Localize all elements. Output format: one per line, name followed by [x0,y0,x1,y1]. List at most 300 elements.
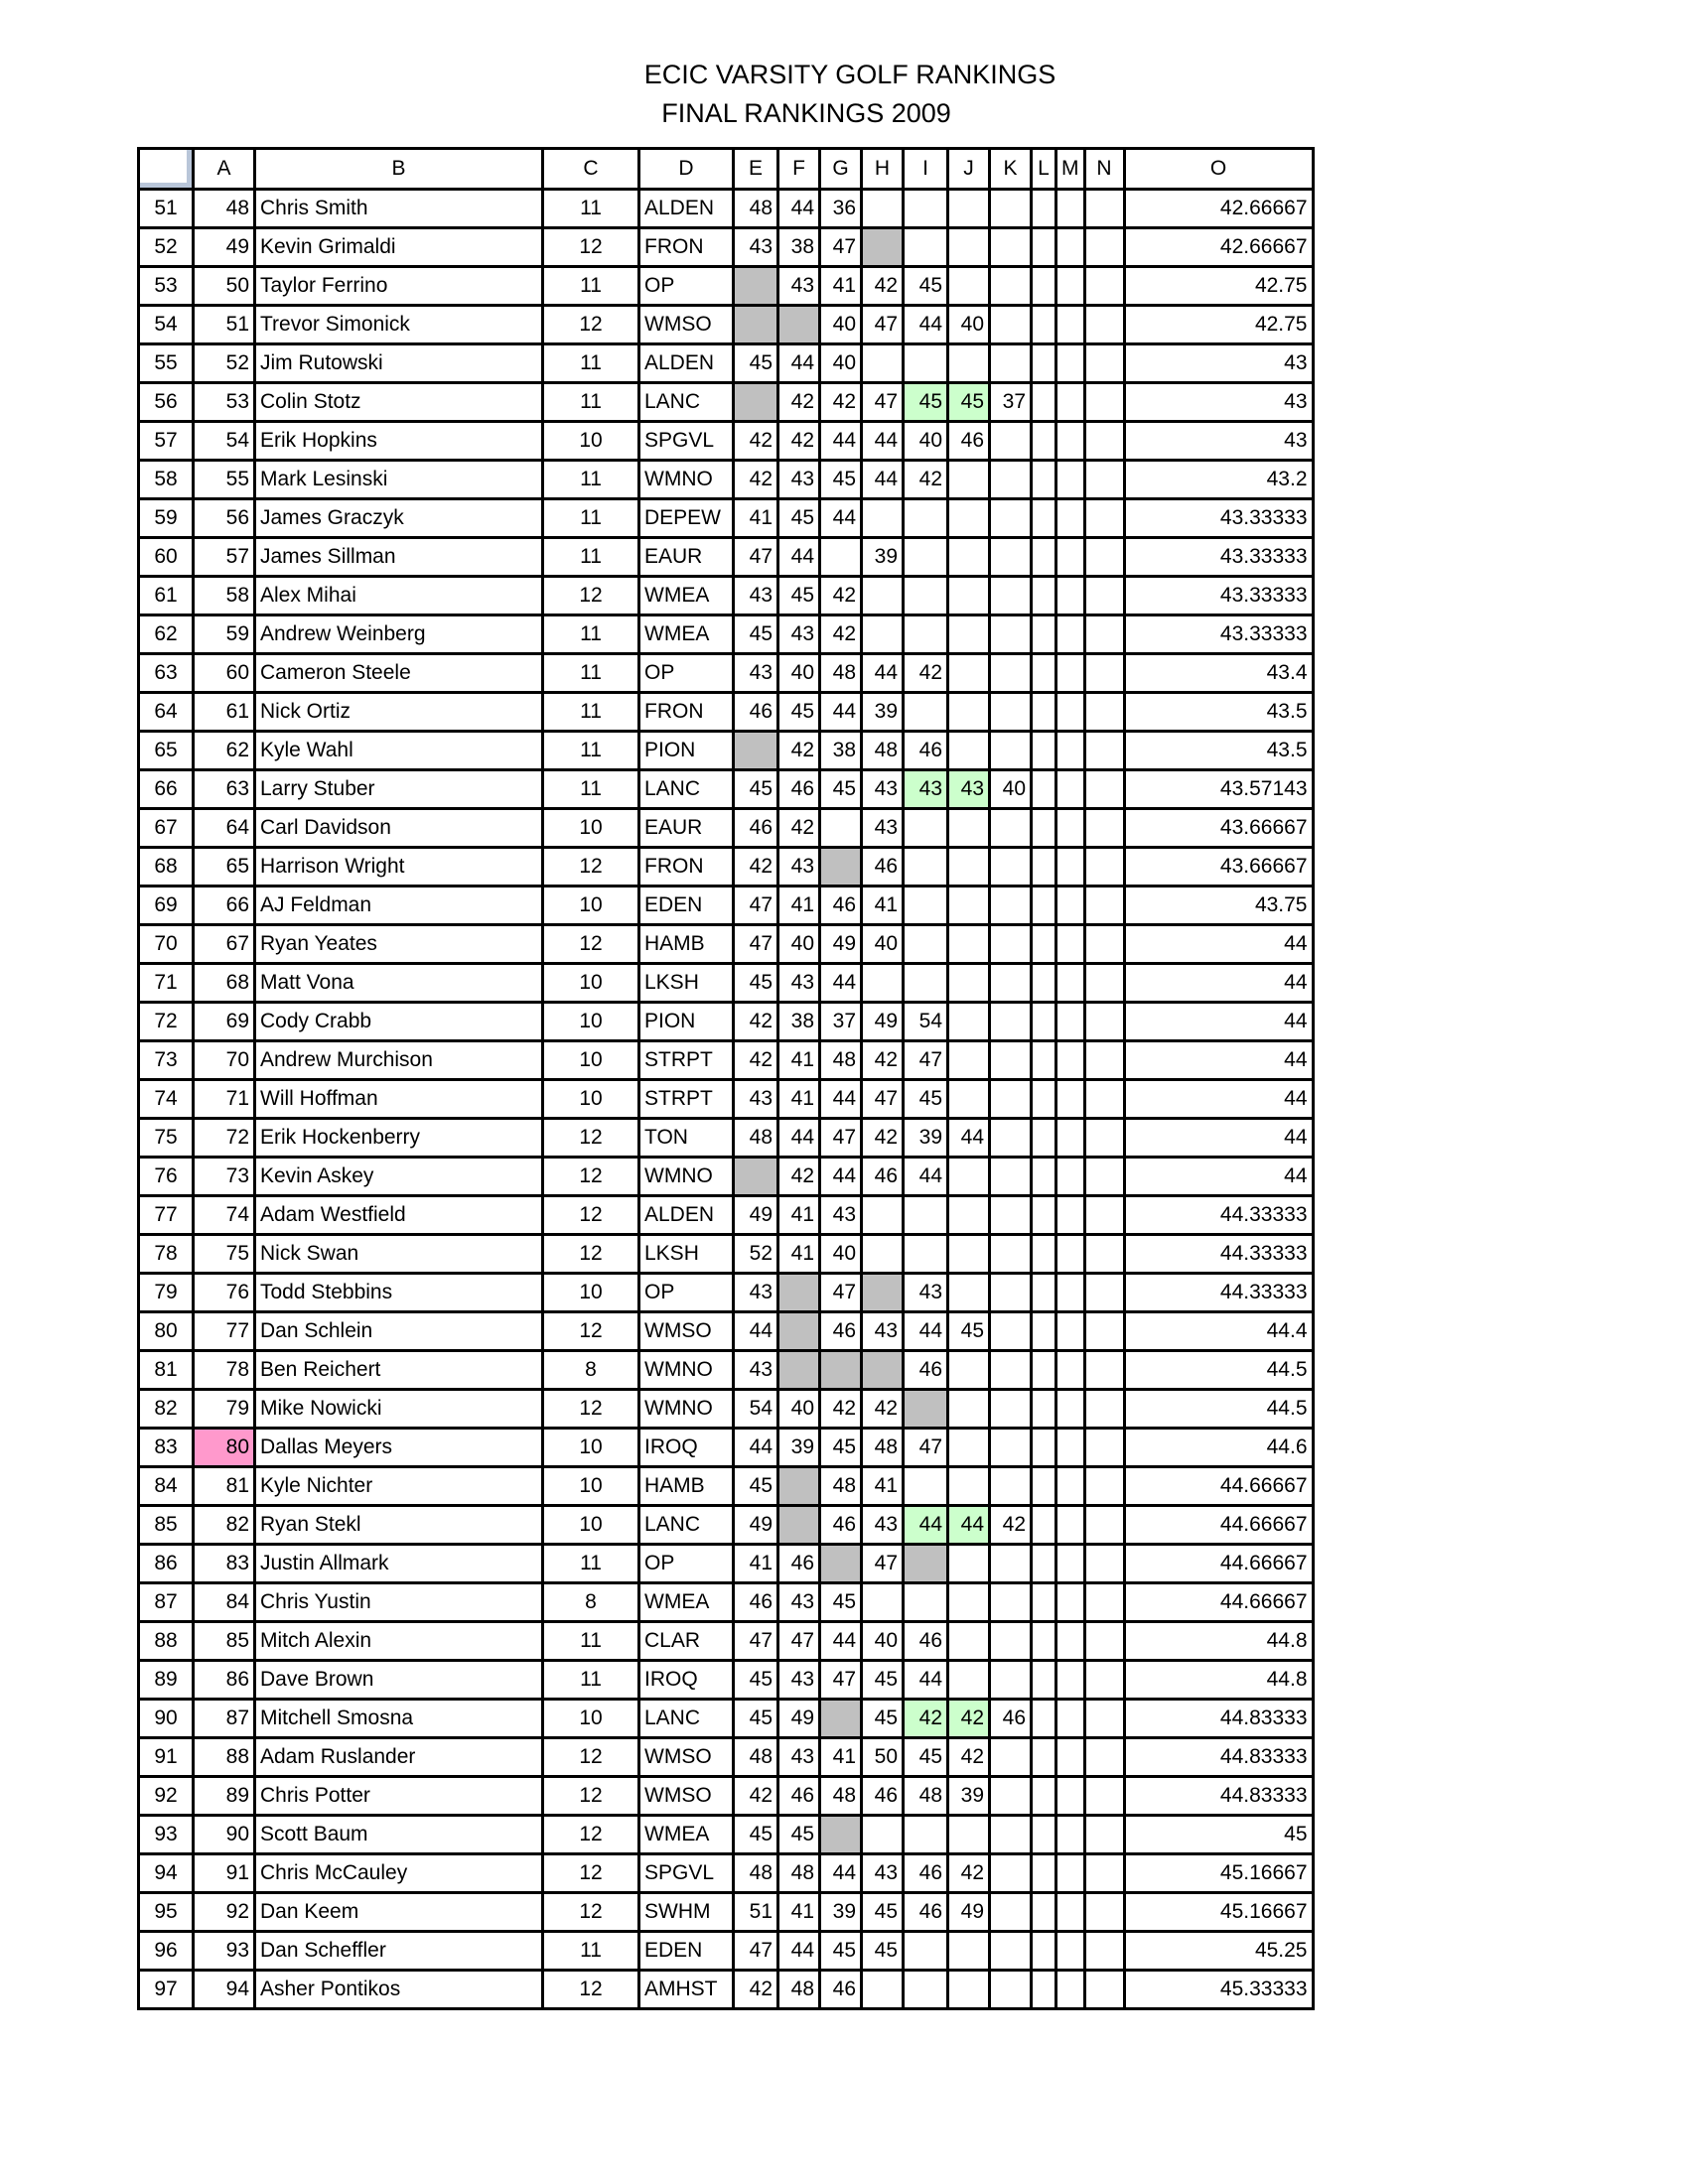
cell-A81[interactable]: 78 [194,1351,255,1390]
cell-G93[interactable] [820,1816,862,1854]
row-header-55[interactable]: 55 [139,344,194,383]
cell-A76[interactable]: 73 [194,1158,255,1196]
cell-H82[interactable]: 42 [862,1390,904,1429]
cell-C85[interactable]: 10 [543,1506,639,1545]
cell-K75[interactable] [990,1119,1032,1158]
cell-M58[interactable] [1056,461,1085,499]
cell-N93[interactable] [1084,1816,1124,1854]
cell-E81[interactable]: 43 [734,1351,778,1390]
cell-K72[interactable] [990,1003,1032,1041]
row-header-67[interactable]: 67 [139,809,194,848]
cell-L54[interactable] [1032,306,1056,344]
cell-A80[interactable]: 77 [194,1312,255,1351]
cell-L75[interactable] [1032,1119,1056,1158]
cell-B96[interactable]: Dan Scheffler [255,1932,543,1971]
cell-O73[interactable]: 44 [1124,1041,1313,1080]
cell-F74[interactable]: 41 [778,1080,820,1119]
cell-O51[interactable]: 42.66667 [1124,190,1313,228]
cell-I91[interactable]: 45 [904,1738,948,1777]
row-header-85[interactable]: 85 [139,1506,194,1545]
cell-B90[interactable]: Mitchell Smosna [255,1700,543,1738]
cell-B74[interactable]: Will Hoffman [255,1080,543,1119]
cell-I77[interactable] [904,1196,948,1235]
cell-M76[interactable] [1056,1158,1085,1196]
cell-L53[interactable] [1032,267,1056,306]
cell-B92[interactable]: Chris Potter [255,1777,543,1816]
cell-G84[interactable]: 48 [820,1467,862,1506]
cell-N54[interactable] [1084,306,1124,344]
cell-A66[interactable]: 63 [194,770,255,809]
cell-E67[interactable]: 46 [734,809,778,848]
row-header-53[interactable]: 53 [139,267,194,306]
cell-F51[interactable]: 44 [778,190,820,228]
cell-B86[interactable]: Justin Allmark [255,1545,543,1583]
cell-L85[interactable] [1032,1506,1056,1545]
cell-D92[interactable]: WMSO [639,1777,734,1816]
cell-E87[interactable]: 46 [734,1583,778,1622]
cell-G67[interactable] [820,809,862,848]
cell-O57[interactable]: 43 [1124,422,1313,461]
cell-E53[interactable] [734,267,778,306]
cell-H84[interactable]: 41 [862,1467,904,1506]
cell-O72[interactable]: 44 [1124,1003,1313,1041]
cell-H73[interactable]: 42 [862,1041,904,1080]
cell-I93[interactable] [904,1816,948,1854]
cell-C60[interactable]: 11 [543,538,639,577]
cell-K92[interactable] [990,1777,1032,1816]
cell-I89[interactable]: 44 [904,1661,948,1700]
cell-L80[interactable] [1032,1312,1056,1351]
cell-E92[interactable]: 42 [734,1777,778,1816]
cell-A78[interactable]: 75 [194,1235,255,1274]
cell-O97[interactable]: 45.33333 [1124,1971,1313,2009]
cell-I63[interactable]: 42 [904,654,948,693]
cell-L55[interactable] [1032,344,1056,383]
cell-C65[interactable]: 11 [543,732,639,770]
cell-F84[interactable] [778,1467,820,1506]
cell-M73[interactable] [1056,1041,1085,1080]
cell-K58[interactable] [990,461,1032,499]
col-header-O[interactable]: O [1124,149,1313,190]
cell-K70[interactable] [990,925,1032,964]
cell-N79[interactable] [1084,1274,1124,1312]
cell-B60[interactable]: James Sillman [255,538,543,577]
cell-N86[interactable] [1084,1545,1124,1583]
cell-O68[interactable]: 43.66667 [1124,848,1313,887]
row-header-78[interactable]: 78 [139,1235,194,1274]
row-header-61[interactable]: 61 [139,577,194,615]
cell-N85[interactable] [1084,1506,1124,1545]
col-header-G[interactable]: G [820,149,862,190]
cell-E96[interactable]: 47 [734,1932,778,1971]
cell-D86[interactable]: OP [639,1545,734,1583]
cell-A85[interactable]: 82 [194,1506,255,1545]
cell-B94[interactable]: Chris McCauley [255,1854,543,1893]
cell-M52[interactable] [1056,228,1085,267]
cell-L94[interactable] [1032,1854,1056,1893]
cell-J83[interactable] [948,1429,990,1467]
cell-I90[interactable]: 42 [904,1700,948,1738]
cell-D57[interactable]: SPGVL [639,422,734,461]
cell-G85[interactable]: 46 [820,1506,862,1545]
cell-A93[interactable]: 90 [194,1816,255,1854]
cell-B89[interactable]: Dave Brown [255,1661,543,1700]
cell-N83[interactable] [1084,1429,1124,1467]
cell-A68[interactable]: 65 [194,848,255,887]
cell-M81[interactable] [1056,1351,1085,1390]
cell-J97[interactable] [948,1971,990,2009]
cell-E54[interactable] [734,306,778,344]
cell-K87[interactable] [990,1583,1032,1622]
cell-E83[interactable]: 44 [734,1429,778,1467]
col-header-C[interactable]: C [543,149,639,190]
cell-I94[interactable]: 46 [904,1854,948,1893]
cell-J55[interactable] [948,344,990,383]
cell-I59[interactable] [904,499,948,538]
row-header-95[interactable]: 95 [139,1893,194,1932]
col-header-E[interactable]: E [734,149,778,190]
cell-K71[interactable] [990,964,1032,1003]
cell-O95[interactable]: 45.16667 [1124,1893,1313,1932]
cell-I61[interactable] [904,577,948,615]
cell-I81[interactable]: 46 [904,1351,948,1390]
row-header-74[interactable]: 74 [139,1080,194,1119]
cell-I55[interactable] [904,344,948,383]
cell-D53[interactable]: OP [639,267,734,306]
cell-E72[interactable]: 42 [734,1003,778,1041]
cell-B73[interactable]: Andrew Murchison [255,1041,543,1080]
cell-K64[interactable] [990,693,1032,732]
cell-A51[interactable]: 48 [194,190,255,228]
row-header-65[interactable]: 65 [139,732,194,770]
cell-F88[interactable]: 47 [778,1622,820,1661]
cell-J92[interactable]: 39 [948,1777,990,1816]
cell-D85[interactable]: LANC [639,1506,734,1545]
cell-D56[interactable]: LANC [639,383,734,422]
cell-J81[interactable] [948,1351,990,1390]
cell-D67[interactable]: EAUR [639,809,734,848]
cell-C91[interactable]: 12 [543,1738,639,1777]
cell-E97[interactable]: 42 [734,1971,778,2009]
cell-J61[interactable] [948,577,990,615]
row-header-90[interactable]: 90 [139,1700,194,1738]
cell-H85[interactable]: 43 [862,1506,904,1545]
row-header-70[interactable]: 70 [139,925,194,964]
cell-F81[interactable] [778,1351,820,1390]
cell-B97[interactable]: Asher Pontikos [255,1971,543,2009]
cell-K51[interactable] [990,190,1032,228]
cell-K55[interactable] [990,344,1032,383]
cell-C86[interactable]: 11 [543,1545,639,1583]
cell-A54[interactable]: 51 [194,306,255,344]
cell-J53[interactable] [948,267,990,306]
row-header-79[interactable]: 79 [139,1274,194,1312]
cell-A63[interactable]: 60 [194,654,255,693]
cell-N61[interactable] [1084,577,1124,615]
cell-F89[interactable]: 43 [778,1661,820,1700]
cell-I60[interactable] [904,538,948,577]
cell-I82[interactable] [904,1390,948,1429]
cell-E57[interactable]: 42 [734,422,778,461]
cell-J74[interactable] [948,1080,990,1119]
cell-O70[interactable]: 44 [1124,925,1313,964]
cell-J96[interactable] [948,1932,990,1971]
cell-N88[interactable] [1084,1622,1124,1661]
row-header-51[interactable]: 51 [139,190,194,228]
cell-G83[interactable]: 45 [820,1429,862,1467]
cell-N92[interactable] [1084,1777,1124,1816]
row-header-88[interactable]: 88 [139,1622,194,1661]
col-header-H[interactable]: H [862,149,904,190]
cell-G87[interactable]: 45 [820,1583,862,1622]
cell-C84[interactable]: 10 [543,1467,639,1506]
row-header-75[interactable]: 75 [139,1119,194,1158]
cell-L89[interactable] [1032,1661,1056,1700]
cell-C93[interactable]: 12 [543,1816,639,1854]
cell-A57[interactable]: 54 [194,422,255,461]
cell-C69[interactable]: 10 [543,887,639,925]
cell-L91[interactable] [1032,1738,1056,1777]
cell-I67[interactable] [904,809,948,848]
cell-J66[interactable]: 43 [948,770,990,809]
cell-O58[interactable]: 43.2 [1124,461,1313,499]
cell-J95[interactable]: 49 [948,1893,990,1932]
cell-A79[interactable]: 76 [194,1274,255,1312]
cell-H81[interactable] [862,1351,904,1390]
cell-E80[interactable]: 44 [734,1312,778,1351]
cell-I85[interactable]: 44 [904,1506,948,1545]
cell-O94[interactable]: 45.16667 [1124,1854,1313,1893]
cell-A53[interactable]: 50 [194,267,255,306]
cell-C73[interactable]: 10 [543,1041,639,1080]
cell-M97[interactable] [1056,1971,1085,2009]
row-header-93[interactable]: 93 [139,1816,194,1854]
cell-M95[interactable] [1056,1893,1085,1932]
cell-B93[interactable]: Scott Baum [255,1816,543,1854]
cell-D59[interactable]: DEPEW [639,499,734,538]
cell-H70[interactable]: 40 [862,925,904,964]
cell-O76[interactable]: 44 [1124,1158,1313,1196]
cell-C53[interactable]: 11 [543,267,639,306]
cell-H93[interactable] [862,1816,904,1854]
cell-C89[interactable]: 11 [543,1661,639,1700]
cell-C74[interactable]: 10 [543,1080,639,1119]
cell-O62[interactable]: 43.33333 [1124,615,1313,654]
cell-N80[interactable] [1084,1312,1124,1351]
cell-L51[interactable] [1032,190,1056,228]
cell-F76[interactable]: 42 [778,1158,820,1196]
cell-H64[interactable]: 39 [862,693,904,732]
cell-A82[interactable]: 79 [194,1390,255,1429]
cell-F93[interactable]: 45 [778,1816,820,1854]
cell-H67[interactable]: 43 [862,809,904,848]
cell-J94[interactable]: 42 [948,1854,990,1893]
cell-C81[interactable]: 8 [543,1351,639,1390]
cell-M64[interactable] [1056,693,1085,732]
cell-N55[interactable] [1084,344,1124,383]
cell-L87[interactable] [1032,1583,1056,1622]
cell-C56[interactable]: 11 [543,383,639,422]
cell-H83[interactable]: 48 [862,1429,904,1467]
cell-D70[interactable]: HAMB [639,925,734,964]
cell-O64[interactable]: 43.5 [1124,693,1313,732]
cell-H69[interactable]: 41 [862,887,904,925]
cell-L66[interactable] [1032,770,1056,809]
cell-B67[interactable]: Carl Davidson [255,809,543,848]
cell-L65[interactable] [1032,732,1056,770]
cell-G56[interactable]: 42 [820,383,862,422]
cell-C90[interactable]: 10 [543,1700,639,1738]
cell-M83[interactable] [1056,1429,1085,1467]
cell-K93[interactable] [990,1816,1032,1854]
cell-I76[interactable]: 44 [904,1158,948,1196]
cell-H65[interactable]: 48 [862,732,904,770]
cell-K77[interactable] [990,1196,1032,1235]
cell-E68[interactable]: 42 [734,848,778,887]
cell-I79[interactable]: 43 [904,1274,948,1312]
cell-L84[interactable] [1032,1467,1056,1506]
cell-G61[interactable]: 42 [820,577,862,615]
cell-N59[interactable] [1084,499,1124,538]
cell-D97[interactable]: AMHST [639,1971,734,2009]
cell-L81[interactable] [1032,1351,1056,1390]
cell-K89[interactable] [990,1661,1032,1700]
cell-D88[interactable]: CLAR [639,1622,734,1661]
cell-F67[interactable]: 42 [778,809,820,848]
cell-N70[interactable] [1084,925,1124,964]
col-header-L[interactable]: L [1032,149,1056,190]
cell-F91[interactable]: 43 [778,1738,820,1777]
cell-L83[interactable] [1032,1429,1056,1467]
cell-I78[interactable] [904,1235,948,1274]
cell-E78[interactable]: 52 [734,1235,778,1274]
cell-J80[interactable]: 45 [948,1312,990,1351]
cell-I72[interactable]: 54 [904,1003,948,1041]
cell-A84[interactable]: 81 [194,1467,255,1506]
row-header-73[interactable]: 73 [139,1041,194,1080]
cell-G60[interactable] [820,538,862,577]
cell-K90[interactable]: 46 [990,1700,1032,1738]
cell-N58[interactable] [1084,461,1124,499]
cell-C82[interactable]: 12 [543,1390,639,1429]
cell-F65[interactable]: 42 [778,732,820,770]
cell-F62[interactable]: 43 [778,615,820,654]
cell-J54[interactable]: 40 [948,306,990,344]
row-header-58[interactable]: 58 [139,461,194,499]
cell-K84[interactable] [990,1467,1032,1506]
cell-B70[interactable]: Ryan Yeates [255,925,543,964]
cell-A86[interactable]: 83 [194,1545,255,1583]
cell-H63[interactable]: 44 [862,654,904,693]
cell-D95[interactable]: SWHM [639,1893,734,1932]
cell-C54[interactable]: 12 [543,306,639,344]
cell-I80[interactable]: 44 [904,1312,948,1351]
cell-N62[interactable] [1084,615,1124,654]
cell-B58[interactable]: Mark Lesinski [255,461,543,499]
cell-C75[interactable]: 12 [543,1119,639,1158]
cell-J85[interactable]: 44 [948,1506,990,1545]
row-header-91[interactable]: 91 [139,1738,194,1777]
cell-B81[interactable]: Ben Reichert [255,1351,543,1390]
cell-E63[interactable]: 43 [734,654,778,693]
cell-H97[interactable] [862,1971,904,2009]
cell-N66[interactable] [1084,770,1124,809]
cell-E74[interactable]: 43 [734,1080,778,1119]
cell-J64[interactable] [948,693,990,732]
cell-B63[interactable]: Cameron Steele [255,654,543,693]
cell-D84[interactable]: HAMB [639,1467,734,1506]
row-header-56[interactable]: 56 [139,383,194,422]
cell-B77[interactable]: Adam Westfield [255,1196,543,1235]
cell-C76[interactable]: 12 [543,1158,639,1196]
cell-D66[interactable]: LANC [639,770,734,809]
cell-D93[interactable]: WMEA [639,1816,734,1854]
cell-B82[interactable]: Mike Nowicki [255,1390,543,1429]
cell-I53[interactable]: 45 [904,267,948,306]
cell-F59[interactable]: 45 [778,499,820,538]
cell-A83[interactable]: 80 [194,1429,255,1467]
cell-N74[interactable] [1084,1080,1124,1119]
cell-D89[interactable]: IROQ [639,1661,734,1700]
cell-F53[interactable]: 43 [778,267,820,306]
cell-N68[interactable] [1084,848,1124,887]
cell-L69[interactable] [1032,887,1056,925]
cell-J67[interactable] [948,809,990,848]
cell-A87[interactable]: 84 [194,1583,255,1622]
cell-E60[interactable]: 47 [734,538,778,577]
cell-E66[interactable]: 45 [734,770,778,809]
cell-L72[interactable] [1032,1003,1056,1041]
cell-F69[interactable]: 41 [778,887,820,925]
cell-H62[interactable] [862,615,904,654]
cell-F73[interactable]: 41 [778,1041,820,1080]
cell-I92[interactable]: 48 [904,1777,948,1816]
cell-H89[interactable]: 45 [862,1661,904,1700]
cell-N72[interactable] [1084,1003,1124,1041]
cell-G97[interactable]: 46 [820,1971,862,2009]
cell-M88[interactable] [1056,1622,1085,1661]
cell-A61[interactable]: 58 [194,577,255,615]
cell-M69[interactable] [1056,887,1085,925]
cell-A77[interactable]: 74 [194,1196,255,1235]
row-header-69[interactable]: 69 [139,887,194,925]
cell-B65[interactable]: Kyle Wahl [255,732,543,770]
cell-F96[interactable]: 44 [778,1932,820,1971]
cell-D58[interactable]: WMNO [639,461,734,499]
cell-J51[interactable] [948,190,990,228]
cell-K78[interactable] [990,1235,1032,1274]
cell-B75[interactable]: Erik Hockenberry [255,1119,543,1158]
cell-L59[interactable] [1032,499,1056,538]
cell-I83[interactable]: 47 [904,1429,948,1467]
cell-J57[interactable]: 46 [948,422,990,461]
cell-H74[interactable]: 47 [862,1080,904,1119]
col-header-J[interactable]: J [948,149,990,190]
cell-C66[interactable]: 11 [543,770,639,809]
cell-A90[interactable]: 87 [194,1700,255,1738]
cell-K73[interactable] [990,1041,1032,1080]
cell-A52[interactable]: 49 [194,228,255,267]
cell-J82[interactable] [948,1390,990,1429]
cell-L79[interactable] [1032,1274,1056,1312]
cell-G89[interactable]: 47 [820,1661,862,1700]
cell-K83[interactable] [990,1429,1032,1467]
cell-E93[interactable]: 45 [734,1816,778,1854]
cell-M91[interactable] [1056,1738,1085,1777]
row-header-54[interactable]: 54 [139,306,194,344]
cell-F63[interactable]: 40 [778,654,820,693]
cell-J63[interactable] [948,654,990,693]
